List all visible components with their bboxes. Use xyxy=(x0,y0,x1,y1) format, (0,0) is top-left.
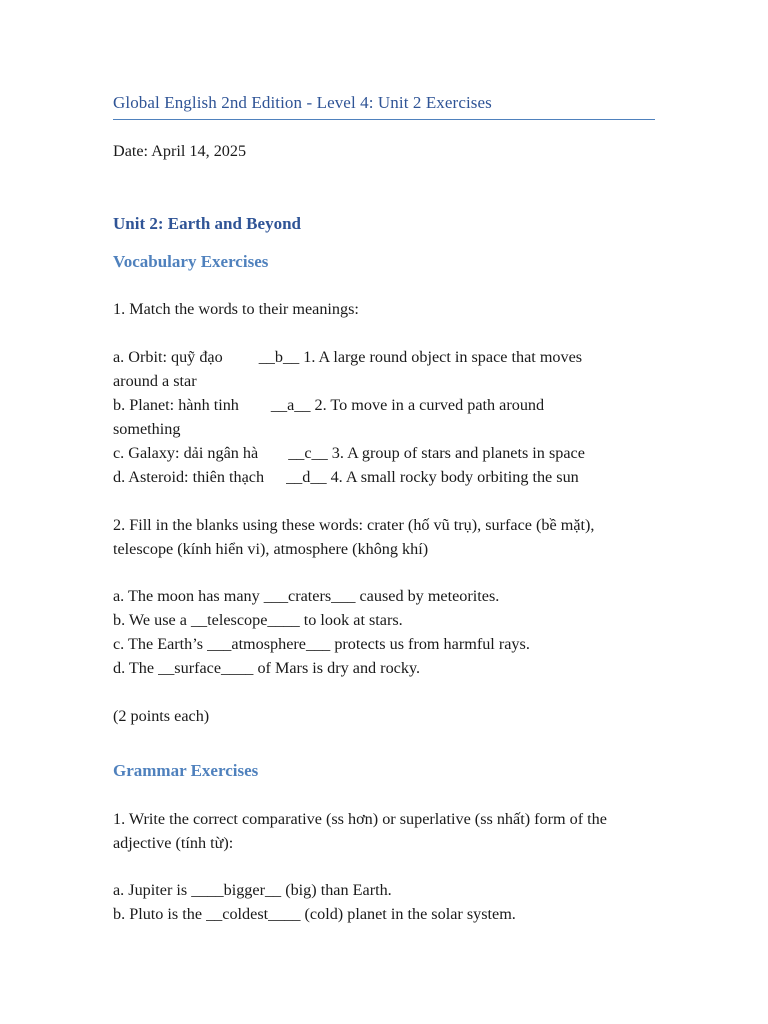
vocab-q2-prompt-line1: 2. Fill in the blanks using these words: crater (hố vũ trụ), surface (bề mặt), xyxy=(113,516,595,534)
match-answer-d: __d__ 4. A small rocky body orbiting the sun xyxy=(286,468,579,486)
match-answer-c: __c__ 3. A group of stars and planets in space xyxy=(288,444,585,462)
grammar-item-a: a. Jupiter is ____bigger__ (big) than Earth. xyxy=(113,881,392,899)
match-word-b: b. Planet: hành tinh xyxy=(113,396,239,414)
grammar-q1-prompt-line2: adjective (tính từ): xyxy=(113,834,234,852)
vocab-q1-prompt: 1. Match the words to their meanings: xyxy=(113,300,359,318)
grammar-heading: Grammar Exercises xyxy=(113,761,259,780)
match-row-a-cont: around a star xyxy=(113,372,197,390)
points-note: (2 points each) xyxy=(113,707,210,725)
fill-item-d: d. The __surface____ of Mars is dry and rocky. xyxy=(113,659,421,677)
match-word-a: a. Orbit: quỹ đạo xyxy=(113,348,223,366)
match-answer-a: __b__ 1. A large round object in space that moves xyxy=(258,348,583,366)
vocabulary-heading: Vocabulary Exercises xyxy=(113,252,269,271)
match-row-b xyxy=(113,393,655,417)
match-row-d xyxy=(113,465,655,489)
grammar-item-b: b. Pluto is the __coldest____ (cold) planet in the solar system. xyxy=(113,905,516,923)
fill-item-c: c. The Earth’s ___atmosphere___ protects us from harmful rays. xyxy=(113,635,530,653)
match-answer-b: __a__ 2. To move in a curved path around xyxy=(270,396,545,414)
vocab-q2-prompt-line2: telescope (kính hiển vi), atmosphere (không khí) xyxy=(113,540,429,558)
fill-item-a: a. The moon has many ___craters___ caused by meteorites. xyxy=(113,587,500,605)
match-row-a xyxy=(113,345,655,369)
match-row-b-cont: something xyxy=(113,420,181,438)
date-line: Date: April 14, 2025 xyxy=(113,142,247,160)
match-word-d: d. Asteroid: thiên thạch xyxy=(113,468,265,486)
document-header-title: Global English 2nd Edition - Level 4: Unit 2 Exercises xyxy=(113,93,655,120)
match-row-c xyxy=(113,441,655,465)
unit-title: Unit 2: Earth and Beyond xyxy=(113,214,301,233)
match-word-c: c. Galaxy: dải ngân hà xyxy=(113,444,259,462)
fill-item-b: b. We use a __telescope____ to look at stars. xyxy=(113,611,403,629)
grammar-q1-prompt-line1: 1. Write the correct comparative (ss hơn) or superlative (ss nhất) form of the xyxy=(113,810,607,828)
